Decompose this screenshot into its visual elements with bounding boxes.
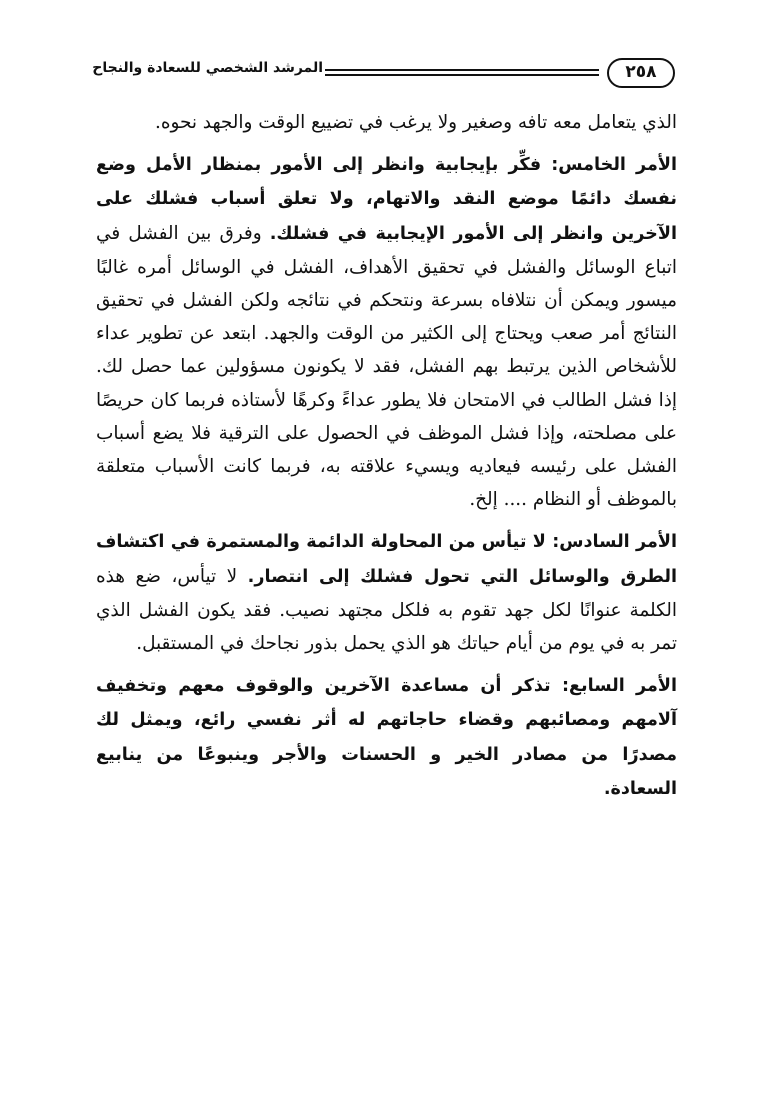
intro-paragraph: الذي يتعامل معه تافه وصغير ولا يرغب في تضييع الوقت والجهد نحوه.: [154, 112, 677, 133]
section-seventh-heading: الأمر السابع: تذكر أن مساعدة الآخرين والوقوف معهم وتخفيف آلامهم ومصائبهم وقضاء حاجاتهم له أثر نفسي رائع، ويمثل لك مصدرًا من مصادر الخير و الحسنات والأجر وينبوعًا من ينابيع السعادة.: [96, 676, 677, 799]
section-seventh: [96, 669, 677, 806]
section-fifth-heading: الأمر الخامس: فكِّر بإيجابية وانظر إلى الأمور بمنظار الأمل وضع نفسك دائمًا موضع النقد والاتهام، ولا تعلق أسباب فشلك على الآخرين وانظر إلى الأمور الإيجابية في فشلك.: [96, 155, 677, 244]
page-number: ٢٥٨: [607, 58, 675, 88]
section-fifth: [96, 148, 677, 516]
section-sixth: [96, 525, 677, 660]
section-sixth-text: لا تيأس، ضع هذه الكلمة عنوانًا لكل جهد تقوم به فلكل مجتهد نصيب. فقد يكون الفشل الذي تمر به في يوم من أيام حياتك هو الذي يحمل بذور نجاحك في المستقبل.: [96, 565, 677, 655]
header-double-rule: [325, 69, 599, 76]
running-header: [92, 56, 675, 94]
section-fifth-text: وفرق بين الفشل في اتباع الوسائل والفشل في تحقيق الأهداف، الفشل في الوسائل أمره غالبًا ميسور ويمكن أن نتلافاه بسرعة ونتحكم في نتائجه ولكن الفشل في تحقيق النتائج أمر صعب ويحتاج إلى الكثير من الوقت والجهد. ابتعد عن تطوير عداء للأشخاص الذين يرتبط بهم الفشل، فقد لا يكونون مسؤولين عما حصل لك. إذا فشل الطالب في الامتحان فلا يطور عداءً وكرهًا لأستاذه فربما كان حريصًا على مصلحته، وإذا فشل الموظف في الحصول على الترقية فلا يضع أسباب الفشل على رئيسه فيعاديه ويسيء علاقته به، فربما كانت الأسباب متعلقة بالموظف أو النظام .... إلخ.: [96, 222, 677, 511]
book-title: المرشد الشخصي للسعادة والنجاح: [92, 60, 323, 76]
body-text: [96, 106, 677, 806]
section-sixth-heading: الأمر السادس: لا تيأس من المحاولة الدائمة والمستمرة في اكتشاف الطرق والوسائل التي تحول فشلك إلى انتصار.: [96, 532, 677, 587]
